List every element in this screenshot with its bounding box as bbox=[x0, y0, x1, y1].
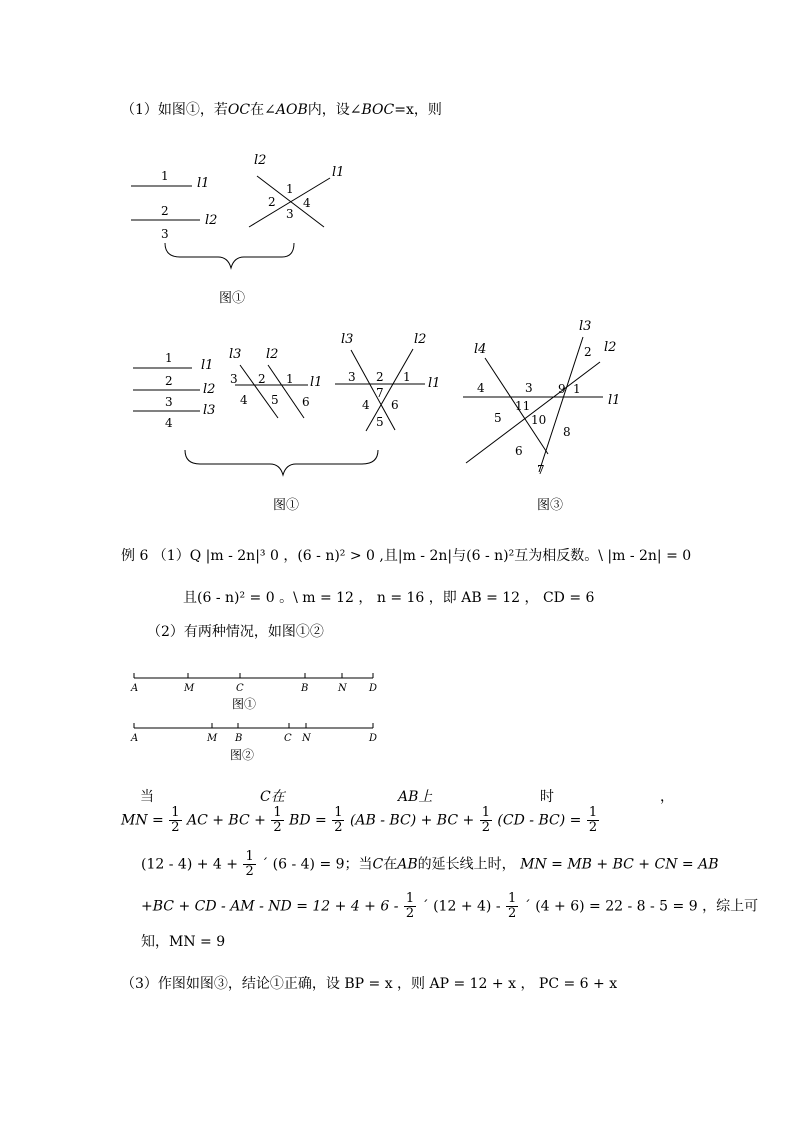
calc-line5: 知，MN = 9 bbox=[141, 934, 226, 950]
fig3-angle-3: 3 bbox=[525, 381, 533, 395]
fig2t-label-l2: l2 bbox=[266, 347, 279, 362]
frac-num: 1 bbox=[273, 805, 282, 820]
seg1-label-b: B bbox=[301, 683, 309, 694]
frac-num: 1 bbox=[588, 805, 598, 820]
mn-lhs: MN = bbox=[121, 812, 164, 829]
seg1-label-c: C bbox=[236, 683, 244, 694]
fig2h-angle-7: 7 bbox=[376, 386, 384, 400]
part1-label: （1）如图①，若 bbox=[121, 102, 228, 118]
seg1-label-m: M bbox=[184, 683, 195, 694]
fig2h-angle-3: 3 bbox=[348, 370, 356, 384]
seg2-caption: 图② bbox=[230, 748, 255, 762]
fig2p-angle-2: 2 bbox=[165, 374, 173, 388]
fig3-angle-2: 2 bbox=[584, 345, 592, 359]
fig2h-angle-5: 5 bbox=[376, 415, 384, 429]
fig2p-label-l1: l1 bbox=[201, 358, 214, 373]
calc-line3 bbox=[141, 850, 718, 879]
fig2h-angle-2: 2 bbox=[376, 370, 384, 384]
frac-half-2 bbox=[271, 806, 283, 835]
fig3-label-l1: l1 bbox=[608, 393, 621, 408]
fig2t-angle-2: 2 bbox=[258, 372, 266, 386]
frac-half-7 bbox=[404, 892, 416, 921]
mn-t1: AC + BC + bbox=[186, 812, 266, 829]
aob-label: AOB bbox=[275, 102, 308, 118]
seg2-label-a: A bbox=[131, 733, 139, 744]
fig3-angle-8: 8 bbox=[563, 425, 571, 439]
fig2t-angle-6: 6 bbox=[302, 395, 310, 409]
fig3-angle-6: 6 bbox=[515, 444, 523, 458]
fig2t-angle-1: 1 bbox=[286, 372, 294, 386]
fig2h-label-l3: l3 bbox=[341, 332, 354, 347]
frac-half-5 bbox=[587, 806, 599, 835]
fig3-angle-4: 4 bbox=[477, 381, 485, 395]
fig3-angle-7: 7 bbox=[537, 463, 545, 477]
fig1c-label-l2: l2 bbox=[254, 153, 267, 168]
fig2h-label-l2: l2 bbox=[414, 332, 427, 347]
fig1-angle-1: 1 bbox=[161, 169, 169, 183]
fig1c-angle-3: 3 bbox=[286, 207, 294, 221]
frac-den: 2 bbox=[171, 820, 180, 835]
fig2h-label-l1: l1 bbox=[428, 376, 441, 391]
calc-when: 当 bbox=[140, 789, 154, 805]
frac-den: 2 bbox=[273, 820, 282, 835]
fig3-angle-10: 10 bbox=[531, 413, 547, 427]
l4c: ´ (4 + 6) = 22 - 8 - 5 = 9 ，综上可 bbox=[523, 898, 759, 915]
seg1-label-n: N bbox=[338, 683, 347, 694]
l3e: AB bbox=[397, 856, 418, 873]
fig1c-angle-1: 1 bbox=[286, 182, 294, 196]
frac-num: 1 bbox=[245, 849, 254, 864]
frac-half-4 bbox=[480, 806, 492, 835]
seg2-label-m: M bbox=[207, 733, 218, 744]
l3b: ´ (6 - 4) = 9；当 bbox=[261, 856, 373, 873]
fig2t-label-l3: l3 bbox=[229, 347, 242, 362]
mn-t4: (CD - BC) = bbox=[497, 812, 582, 829]
frac-den: 2 bbox=[588, 820, 598, 835]
l3g: MN = MB + BC + CN = AB bbox=[520, 856, 719, 873]
fig2p-angle-4: 4 bbox=[165, 416, 173, 430]
mn-t3: (AB - BC) + BC + bbox=[349, 812, 475, 829]
calc-comma: ， bbox=[660, 789, 674, 805]
fig3-label-l3: l3 bbox=[579, 319, 592, 334]
fig2h-angle-6: 6 bbox=[391, 398, 399, 412]
l4b: ´ (12 + 4) - bbox=[421, 898, 501, 915]
fig2t-angle-5: 5 bbox=[271, 393, 279, 407]
frac-den: 2 bbox=[245, 864, 254, 879]
ex6-line3: （2）有两种情况，如图①② bbox=[147, 624, 324, 640]
boc-label: BOC bbox=[361, 102, 395, 118]
seg2-label-c: C bbox=[284, 733, 292, 744]
calc-shi: 时 bbox=[540, 789, 554, 805]
part3-line: （3）作图如图③，结论①正确，设 BP = x ，则 AP = 12 + x ， PC = 6 + x bbox=[121, 976, 618, 992]
fig2t-label-l1: l1 bbox=[310, 375, 323, 390]
l3c: C bbox=[372, 856, 384, 873]
fig1-label-l2: l2 bbox=[205, 213, 218, 228]
frac-den: 2 bbox=[334, 820, 343, 835]
l3a: (12 - 4) + 4 + bbox=[141, 856, 238, 873]
part1-in2: 内，设∠ bbox=[307, 102, 362, 118]
fig2h-angle-4: 4 bbox=[362, 398, 370, 412]
fig1-caption: 图① bbox=[219, 291, 246, 306]
oc-label: OC bbox=[227, 102, 251, 118]
seg1-label-d: D bbox=[369, 683, 378, 694]
frac-den: 2 bbox=[405, 906, 415, 921]
frac-half-6 bbox=[243, 850, 255, 879]
fig1-angle-2: 2 bbox=[161, 204, 169, 218]
fig2p-label-l3: l3 bbox=[203, 403, 216, 418]
seg1-label-a: A bbox=[131, 683, 139, 694]
fig1c-label-l1: l1 bbox=[332, 165, 345, 180]
part1-eqx: =x，则 bbox=[394, 102, 442, 118]
fig2p-label-l2: l2 bbox=[203, 382, 216, 397]
fig3-label-l2: l2 bbox=[604, 340, 617, 355]
fig1-angle-3: 3 bbox=[161, 227, 169, 241]
fig2p-angle-1: 1 bbox=[165, 351, 173, 365]
fig3-angle-5: 5 bbox=[494, 411, 502, 425]
fig3-line-l3 bbox=[539, 337, 583, 472]
fig1-brace bbox=[165, 243, 294, 268]
ex6-line1: 例 6 （1）Q |m - 2n|³ 0 ，(6 - n)² > 0 ,且|m - 2n|与(6 - n)²互为相反数。\ |m - 2n| = 0 bbox=[121, 548, 692, 564]
frac-num: 1 bbox=[481, 805, 490, 820]
seg2-label-d: D bbox=[369, 733, 378, 744]
frac-num: 1 bbox=[171, 805, 180, 820]
calc-c-on: C在 bbox=[260, 789, 285, 805]
frac-num: 1 bbox=[405, 891, 415, 906]
frac-num: 1 bbox=[508, 891, 517, 906]
l3d: 在 bbox=[383, 856, 398, 873]
fig2-brace bbox=[185, 450, 378, 475]
fig2h-angle-1: 1 bbox=[403, 370, 411, 384]
frac-half-3 bbox=[332, 806, 344, 835]
mn-formula bbox=[121, 806, 600, 835]
fig3-caption: 图③ bbox=[537, 498, 564, 513]
l4a: +BC + CD - AM - ND = 12 + 4 + 6 - bbox=[141, 898, 399, 915]
frac-half-1 bbox=[169, 806, 181, 835]
fig3-label-l4: l4 bbox=[474, 342, 487, 357]
mn-t2: BD = bbox=[289, 812, 327, 829]
fig3-angle-11: 11 bbox=[515, 399, 531, 413]
calc-ab-on: AB上 bbox=[398, 789, 433, 805]
seg1-caption: 图① bbox=[232, 697, 257, 711]
fig2p-angle-3: 3 bbox=[165, 395, 173, 409]
fig2t-angle-4: 4 bbox=[240, 393, 248, 407]
fig1-label-l1: l1 bbox=[197, 176, 210, 191]
part1-in: 在∠ bbox=[250, 102, 276, 118]
fig2-caption: 图① bbox=[273, 498, 300, 513]
fig1c-angle-2: 2 bbox=[268, 195, 276, 209]
frac-num: 1 bbox=[334, 805, 343, 820]
fig3-angle-9: 9 bbox=[558, 382, 566, 396]
l3f: 的延长线上时， bbox=[417, 856, 516, 873]
frac-den: 2 bbox=[508, 906, 517, 921]
fig1c-angle-4: 4 bbox=[303, 196, 311, 210]
frac-den: 2 bbox=[481, 820, 490, 835]
ex6-line2: 且(6 - n)² = 0 。\ m = 12 ， n = 16 ，即 AB = 12 ， CD = 6 bbox=[183, 590, 595, 606]
calc-line4 bbox=[141, 892, 758, 921]
fig3-angle-1: 1 bbox=[573, 382, 581, 396]
seg2-label-n: N bbox=[302, 733, 311, 744]
fig2t-angle-3: 3 bbox=[230, 372, 238, 386]
frac-half-8 bbox=[506, 892, 518, 921]
seg2-label-b: B bbox=[235, 733, 243, 744]
